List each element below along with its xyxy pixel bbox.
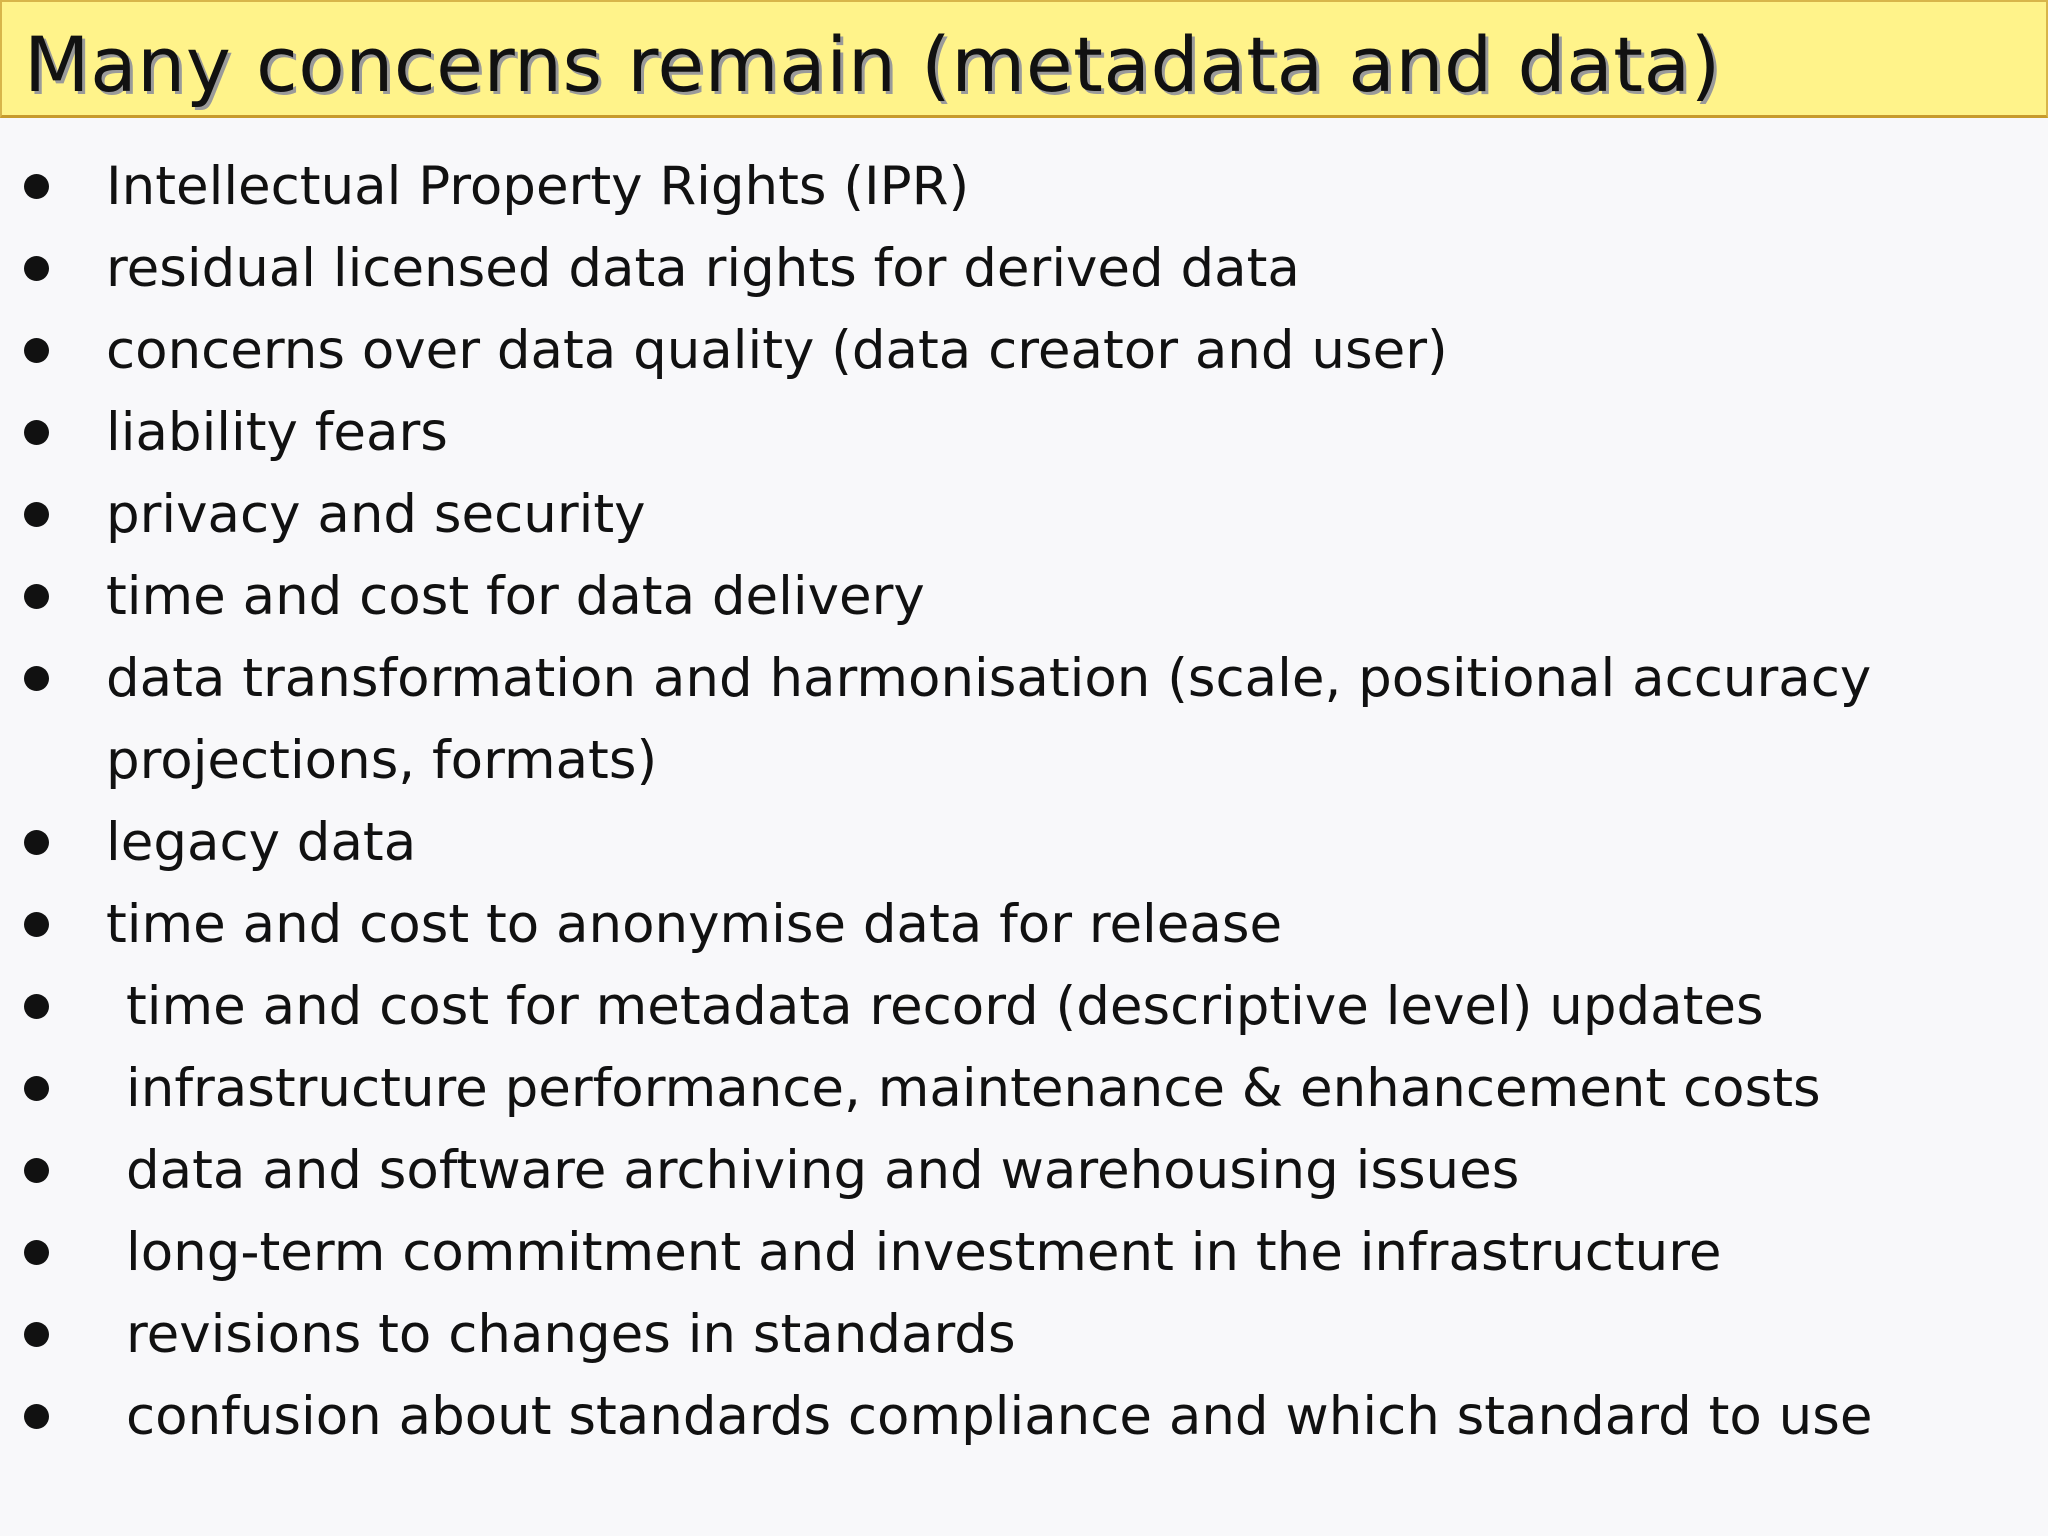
bullet-text: confusion about standards compliance and which standard to use xyxy=(126,1386,1873,1447)
bullet-text: revisions to changes in standards xyxy=(126,1304,1016,1365)
bullet-text: legacy data xyxy=(106,812,417,873)
bullet-item-standards-compliance xyxy=(0,1376,2048,1458)
bullet-dot-icon xyxy=(24,1404,49,1429)
bullet-text: privacy and security xyxy=(106,484,646,545)
bullet-text: time and cost for metadata record (descriptive level) updates xyxy=(126,976,1764,1037)
bullet-item-privacy-security xyxy=(0,474,2048,556)
bullet-text: data and software archiving and warehousing issues xyxy=(126,1140,1520,1201)
bullet-text: Intellectual Property Rights (IPR) xyxy=(106,156,970,217)
bullet-dot-icon xyxy=(24,256,49,281)
bullet-dot-icon xyxy=(24,912,49,937)
bullet-text: concerns over data quality (data creator and user) xyxy=(106,320,1448,381)
bullet-item-standards-revisions xyxy=(0,1294,2048,1376)
bullet-item-metadata-updates xyxy=(0,966,2048,1048)
bullet-dot-icon xyxy=(24,502,49,527)
bullet-item-infrastructure-costs xyxy=(0,1048,2048,1130)
bullet-item-transformation xyxy=(0,638,2048,802)
bullet-dot-icon xyxy=(24,584,49,609)
bullet-item-legacy-data xyxy=(0,802,2048,884)
bullet-text: infrastructure performance, maintenance & enhancement costs xyxy=(126,1058,1821,1119)
bullet-dot-icon xyxy=(24,420,49,445)
bullet-dot-icon xyxy=(24,994,49,1019)
bullet-dot-icon xyxy=(24,338,49,363)
bullet-dot-icon xyxy=(24,1158,49,1183)
concerns-bullet-list xyxy=(0,146,2048,1458)
bullet-item-ipr xyxy=(0,146,2048,228)
bullet-text: liability fears xyxy=(106,402,448,463)
bullet-text: residual licensed data rights for derived data xyxy=(106,238,1300,299)
bullet-text: time and cost to anonymise data for release xyxy=(106,894,1283,955)
bullet-dot-icon xyxy=(24,174,49,199)
bullet-text: data transformation and harmonisation (scale, positional accuracy projections, formats) xyxy=(106,648,1872,791)
bullet-text: long-term commitment and investment in the infrastructure xyxy=(126,1222,1722,1283)
bullet-item-anonymise xyxy=(0,884,2048,966)
bullet-item-archiving xyxy=(0,1130,2048,1212)
bullet-item-residual-rights xyxy=(0,228,2048,310)
bullet-item-liability xyxy=(0,392,2048,474)
bullet-dot-icon xyxy=(24,1076,49,1101)
bullet-dot-icon xyxy=(24,666,49,691)
slide-title: Many concerns remain (metadata and data) xyxy=(24,20,1721,109)
bullet-item-long-term-commitment xyxy=(0,1212,2048,1294)
bullet-dot-icon xyxy=(24,830,49,855)
slide-title-bar xyxy=(0,0,2048,118)
bullet-text: time and cost for data delivery xyxy=(106,566,925,627)
bullet-item-data-delivery xyxy=(0,556,2048,638)
bullet-dot-icon xyxy=(24,1240,49,1265)
bullet-dot-icon xyxy=(24,1322,49,1347)
bullet-item-data-quality xyxy=(0,310,2048,392)
